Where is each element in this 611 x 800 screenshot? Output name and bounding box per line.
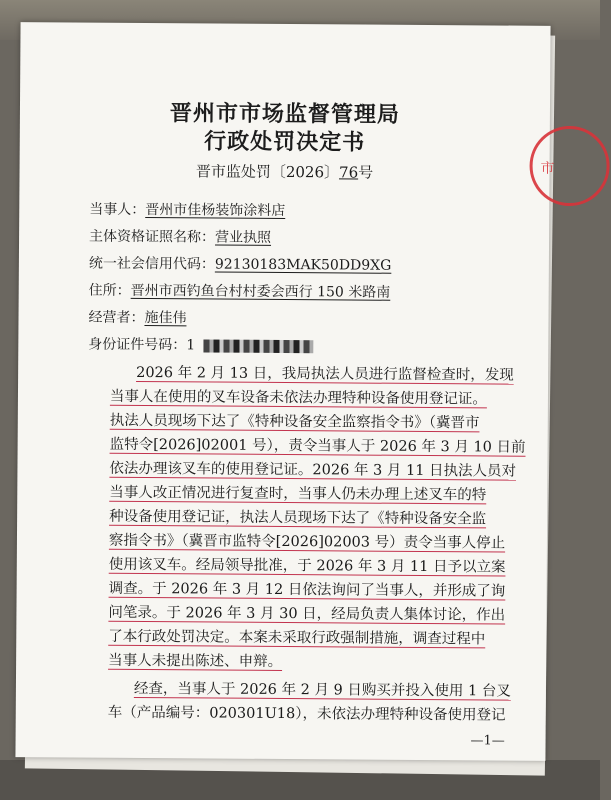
field-license-type: 主体资格证照名称：营业执照 (89, 228, 272, 246)
body-line: 了本行政处罚决定。本案未采取行政强制措施，调查过程中 (108, 628, 486, 648)
field-party: 当事人：晋州市佳杨装饰涂料店 (89, 201, 286, 220)
body-line: 使用该叉车。经局领导批准，于 2026 年 3 月 11 日予以立案 (108, 556, 506, 576)
redacted-block (203, 339, 313, 353)
body-line: 当事人改正情况进行复查时，当事人仍未办理上述叉车的特 (109, 484, 487, 504)
body-line: 问笔录。于 2026 年 3 月 30 日，经局负责人集体讨论，作出 (108, 604, 506, 624)
body-line: 2026 年 2 月 13 日，我局执法人员进行监督检查时，发现 (136, 364, 514, 384)
field-operator: 经营者：施佳伟 (88, 309, 187, 327)
body-line: 依法办理该叉车的使用登记证。2026 年 3 月 11 日执法人员对 (109, 460, 517, 480)
field-credit-code: 统一社会信用代码：92130183MAK50DD9XG (88, 255, 392, 274)
official-seal: 市 (529, 126, 610, 207)
document-subtitle: 行政处罚决定书 (204, 128, 366, 156)
body-line: 监特令[2026]02001 号），责令当事人于 2026 年 3 月 10 日前 (109, 436, 526, 456)
body-line: 察指令书》（冀晋市监特令[2026]02003 号）责令当事人停止 (108, 532, 506, 552)
document-number: 晋市监处罚〔2026〕76号 (195, 162, 374, 182)
body-line: 当事人未提出陈述、申辩。 (108, 652, 283, 671)
body-line: 种设备使用登记证，执法人员现场下达了《特种设备安全监 (109, 508, 487, 528)
field-id-number: 身份证件号码：1 (88, 334, 313, 356)
body-line: 经查，当事人于 2026 年 2 月 9 日购买并投入使用 1 台叉 (133, 680, 511, 700)
body-line: 车（产品编号：020301U18），未依法办理特种设备使用登记 (107, 704, 506, 724)
body-line: 执法人员现场下达了《特种设备安全监察指令书》（冀晋市 (109, 412, 480, 432)
body-line: 当事人在使用的叉车设备未依法办理特种设备使用登记证。 (109, 388, 488, 408)
document-title: 晋州市市场监督管理局 (169, 100, 401, 128)
document-page (15, 22, 555, 761)
page-number: —1— (470, 733, 505, 749)
body-line: 调查。于 2026 年 3 月 12 日依法询问了当事人，并形成了询 (108, 580, 506, 600)
field-address: 住所：晋州市西钓鱼台村村委会西行 150 米路南 (88, 282, 391, 301)
